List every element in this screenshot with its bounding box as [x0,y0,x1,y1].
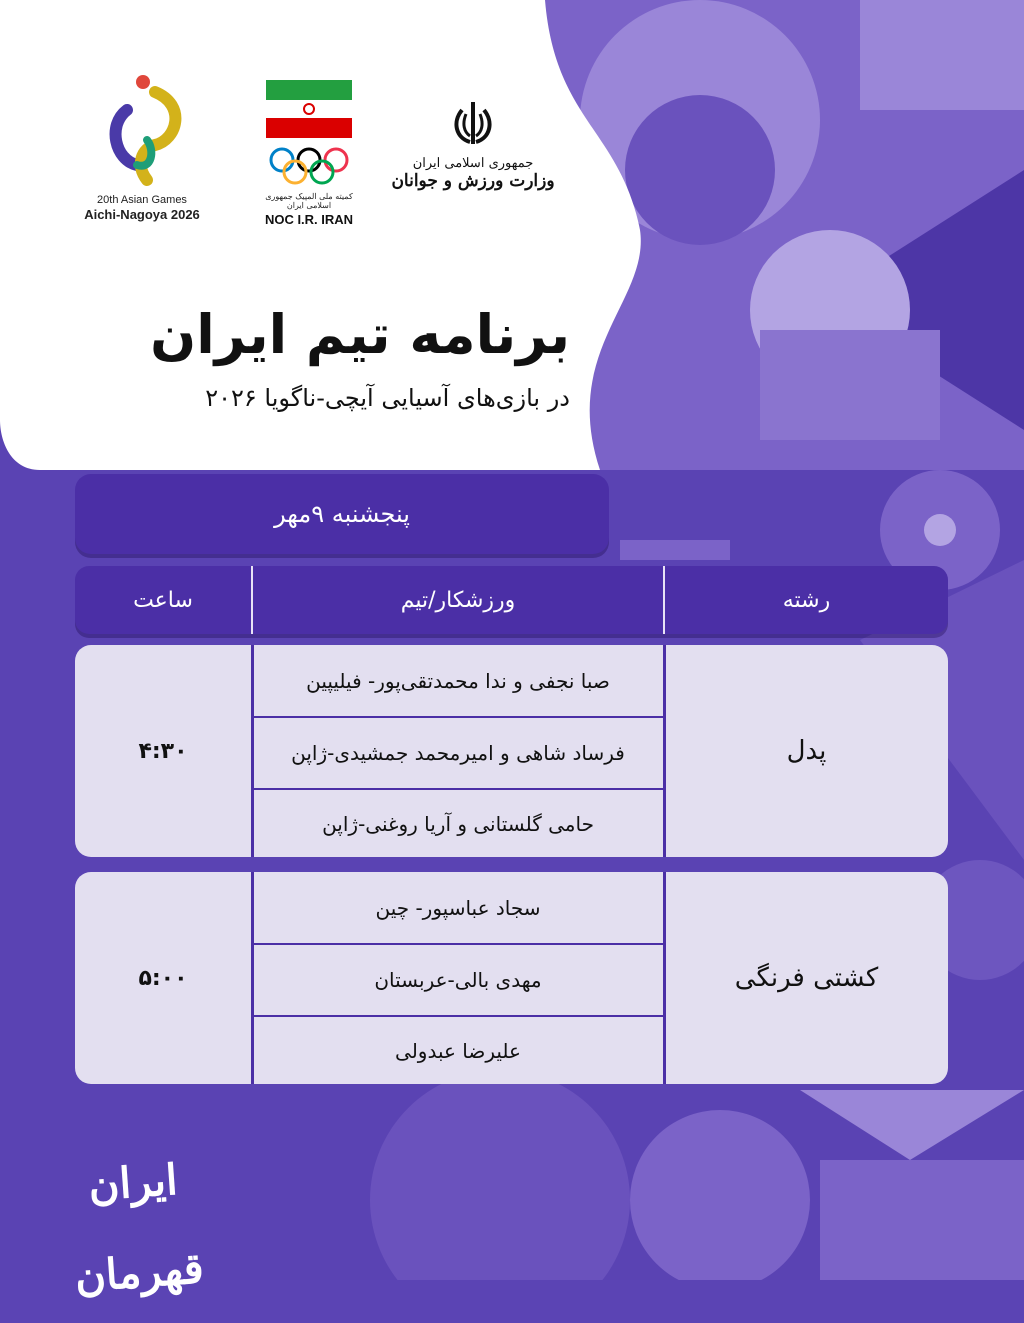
iran-emblem-icon [448,98,498,148]
athlete-row: مهدی بالی-عربستان [374,968,542,992]
athlete-row: حامی گلستانی و آریا روغنی-ژاپن [322,811,594,836]
sport-name: کشتی فرنگی [734,963,879,993]
table-header [75,566,948,634]
asian-games-emblem-icon [97,70,187,190]
asian-games-caption-1: 20th Asian Games [97,194,187,206]
asian-games-logo [82,70,202,222]
ministry-line-2: وزارت ورزش و جوانان [391,171,555,191]
date-banner [75,474,609,554]
athlete-row: صبا نجفی و ندا محمدتقی‌پور- فیلیپین [306,668,610,693]
header-divider [663,566,665,634]
event-time: ۵:۰۰ [138,965,188,991]
sport-name: پدل [786,736,827,766]
page-title: برنامه تیم ایران [150,303,570,366]
ministry-line-1: جمهوری اسلامی ایران [412,156,534,171]
event-time: ۴:۳۰ [138,738,188,764]
header-divider [251,566,253,634]
ministry-logo [388,98,558,191]
noc-caption: NOC I.R. IRAN [264,212,354,227]
athlete-row: علیرضا عبدولی [395,1038,521,1063]
asian-games-caption-2: Aichi-Nagoya 2026 [84,207,200,222]
header-athlete: ورزشکار/تیم [400,587,516,613]
header-sport: رشته [782,587,831,613]
page-subtitle: در بازی‌های آسیایی آیچی-ناگویا ۲۰۲۶ [205,384,570,412]
athlete-row: فرساد شاهی و امیرمحمد جمشیدی-ژاپن [291,741,625,765]
logos-row [0,70,620,230]
header-time: ساعت [133,587,193,613]
noc-sub-caption: کمیته ملی المپیک جمهوری اسلامی ایران [265,192,353,210]
iran-flag-olympic-rings-icon [264,78,354,188]
schedule-group [75,872,948,1084]
schedule-group [75,645,948,857]
date-label: پنجشنبه ۹مهر [274,500,410,528]
athlete-row: سجاد عباسپور- چین [375,895,541,920]
brand-logo: ایران قهرمان [73,1154,206,1302]
noc-iran-logo [262,78,356,227]
